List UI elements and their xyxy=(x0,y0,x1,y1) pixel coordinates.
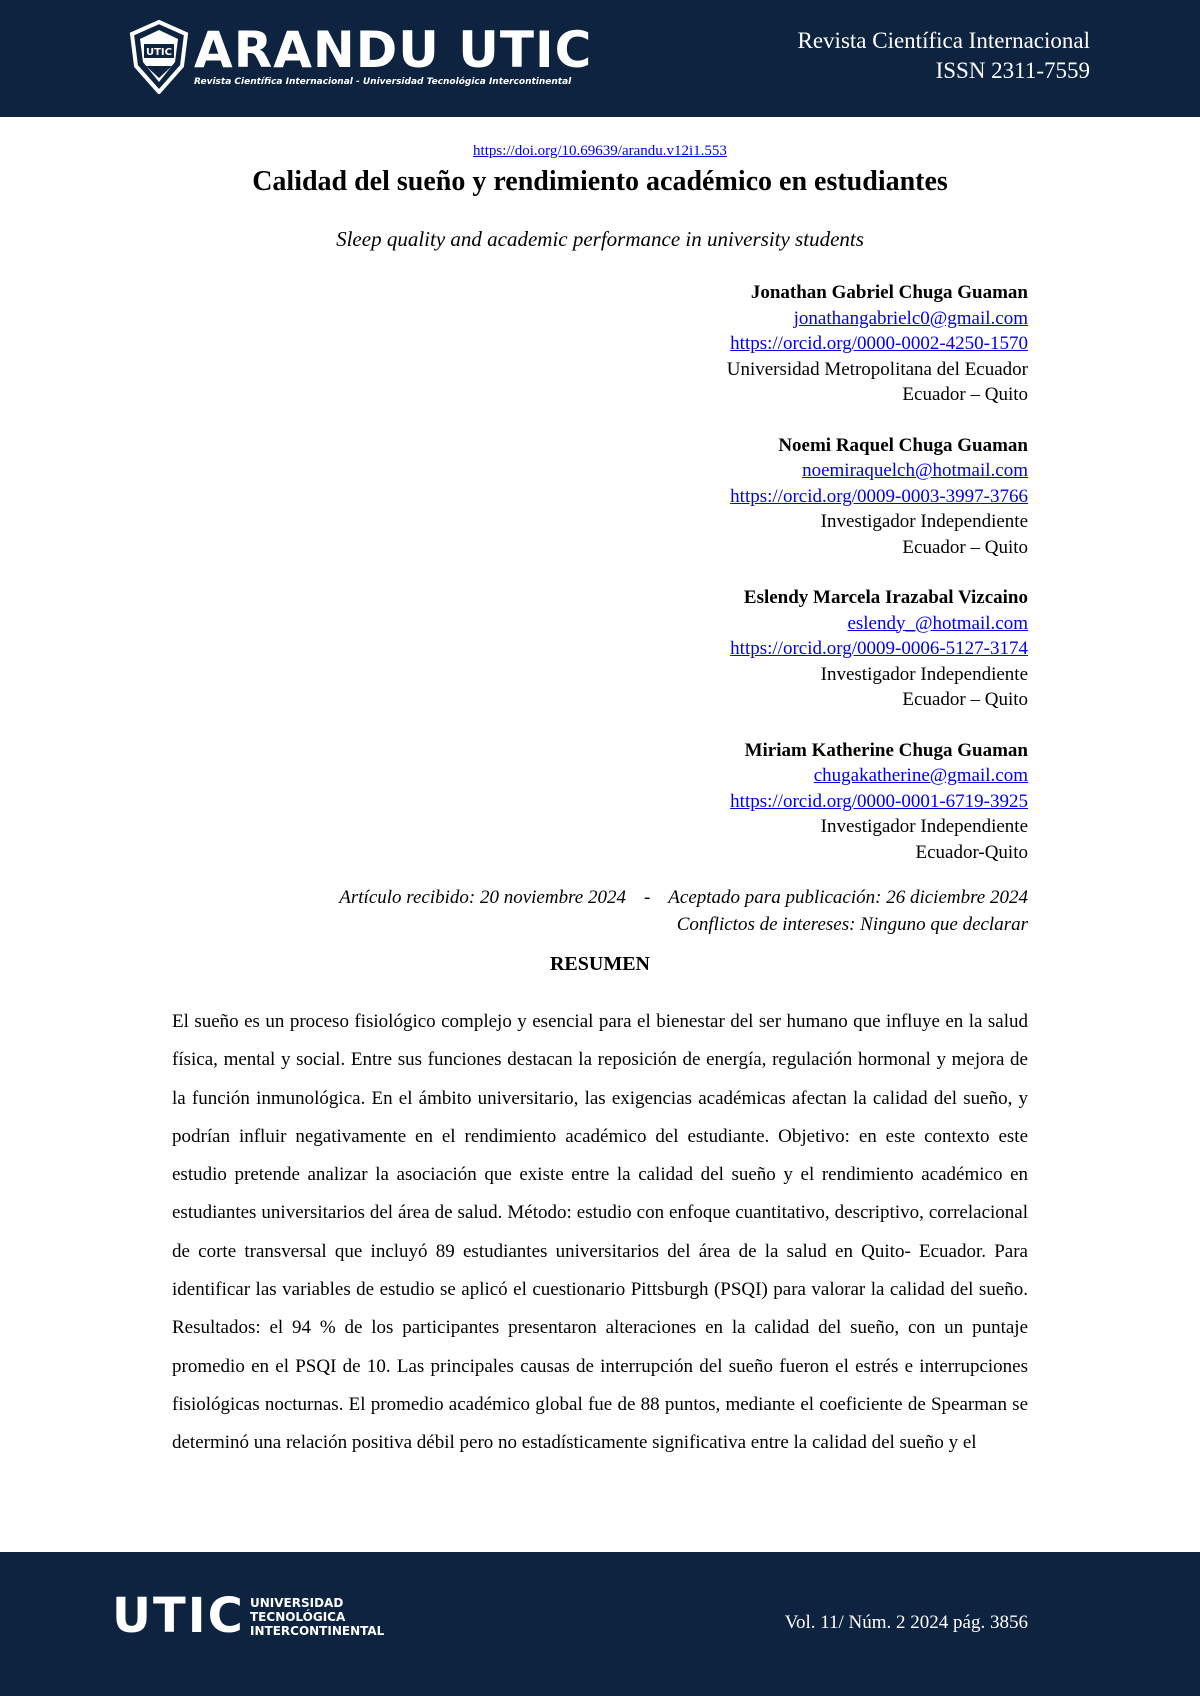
volume-page-info: Vol. 11/ Núm. 2 2024 pág. 3856 xyxy=(784,1612,1028,1633)
author-email-link[interactable]: jonathangabrielc0@gmail.com xyxy=(793,307,1028,329)
author-name: Noemi Raquel Chuga Guaman xyxy=(778,434,1028,456)
footer-logo-line: UNIVERSIDAD xyxy=(250,1596,344,1610)
logo-word-arandu: ARANDU xyxy=(194,21,440,79)
author-email-link[interactable]: chugakatherine@gmail.com xyxy=(813,765,1028,786)
author-affiliation: Universidad Metropolitana del Ecuador xyxy=(726,358,1028,380)
author-affiliation: Investigador Independiente xyxy=(820,663,1028,685)
footer-logo-text xyxy=(250,1596,384,1638)
article-dates xyxy=(339,884,1028,938)
author-list xyxy=(727,280,1028,890)
utic-footer-logo xyxy=(112,1588,412,1648)
author-email-link[interactable]: eslendy_@hotmail.com xyxy=(847,612,1028,634)
footer-logo-line: TECNOLÓGICA xyxy=(250,1610,346,1624)
accepted-date: Aceptado para publicación: 26 diciembre 2024 xyxy=(668,887,1028,908)
conflicts-statement: Conflictos de intereses: Ninguno que declarar xyxy=(676,914,1028,935)
logo-tagline: Revista Científica Internacional - Universidad Tecnológica Intercontinental xyxy=(194,77,572,87)
doi-link[interactable]: https://doi.org/10.69639/arandu.v12i1.553 xyxy=(473,143,727,159)
footer-logo-mark: UTIC xyxy=(112,1588,245,1644)
utic-shield-icon xyxy=(126,20,192,94)
author-orcid-link[interactable]: https://orcid.org/0009-0003-3997-3766 xyxy=(730,485,1028,507)
received-date: Artículo recibido: 20 noviembre 2024 xyxy=(339,887,626,908)
arandu-utic-logo xyxy=(126,16,593,96)
date-line xyxy=(339,884,1028,911)
author-location: Ecuador – Quito xyxy=(902,384,1028,405)
author-location: Ecuador – Quito xyxy=(902,536,1028,558)
author-block xyxy=(727,280,1028,408)
logo-badge-text: UTIC xyxy=(145,47,173,58)
journal-issn: ISSN 2311-7559 xyxy=(935,58,1090,83)
article-title: Calidad del sueño y rendimiento académico en estudiantes xyxy=(252,166,948,197)
logo-word-utic: UTIC xyxy=(458,21,593,79)
author-name: Jonathan Gabriel Chuga Guaman xyxy=(750,282,1028,303)
footer-logo-line: INTERCONTINENTAL xyxy=(250,1624,385,1638)
author-orcid-link[interactable]: https://orcid.org/0000-0002-4250-1570 xyxy=(730,333,1028,354)
author-email-link[interactable]: noemiraquelch@hotmail.com xyxy=(802,460,1028,481)
author-name: Eslendy Marcela Irazabal Vizcaino xyxy=(743,587,1028,608)
author-orcid-link[interactable]: https://orcid.org/0009-0006-5127-3174 xyxy=(730,638,1028,659)
author-name: Miriam Katherine Chuga Guaman xyxy=(744,739,1028,761)
author-block xyxy=(727,433,1028,561)
abstract-text: El sueño es un proceso fisiológico complejo y esencial para el bienestar del ser humano que influye en la salud física, mental y social. Entre sus funciones destacan la reposición de energía, regulación hormonal y mejora de la función inmunológica. En el ámbito universitario, las exigencias académicas afectan la calidad del sueño, y podrían influir negativamente en el rendimiento académico del estudiante. Objetivo: en este contexto este estudio pretende analizar la asociación que existe entre la calidad del sueño y el rendimiento académico en estudiantes universitarios del área de salud. Método: estudio con enfoque cuantitativo, descriptivo, correlacional de corte transversal que incluyó 89 estudiantes universitarios del área de la salud en Quito- Ecuador. Para identificar las variables de estudio se aplicó el cuestionario Pittsburgh (PSQI) para valorar la calidad del sueño. Resultados: el 94 % de los participantes presentaron alteraciones en la calidad del sueño, con un puntaje promedio en el PSQI de 10. Las principales causas de interrupción del sueño fueron el estrés e interrupciones fisiológicas nocturnas. El promedio académico global fue de 88 puntos, mediante el coeficiente de Spearman se determinó una relación positiva débil pero no estadísticamente significativa entre la calidad del sueño y el xyxy=(172,1011,1028,1454)
date-separator: - xyxy=(643,887,651,908)
logo-wordmark xyxy=(194,22,592,78)
journal-name: Revista Científica Internacional xyxy=(797,28,1090,53)
journal-info xyxy=(798,26,1091,86)
author-location: Ecuador – Quito xyxy=(902,689,1028,710)
author-location: Ecuador-Quito xyxy=(915,841,1028,863)
abstract-heading: RESUMEN xyxy=(549,953,650,975)
author-affiliation: Investigador Independiente xyxy=(820,816,1028,837)
author-block xyxy=(727,585,1028,713)
author-block xyxy=(727,738,1028,866)
author-affiliation: Investigador Independiente xyxy=(820,511,1028,532)
journal-header xyxy=(0,0,1200,117)
author-orcid-link[interactable]: https://orcid.org/0000-0001-6719-3925 xyxy=(730,790,1028,812)
article-subtitle: Sleep quality and academic performance in university students xyxy=(336,227,864,251)
